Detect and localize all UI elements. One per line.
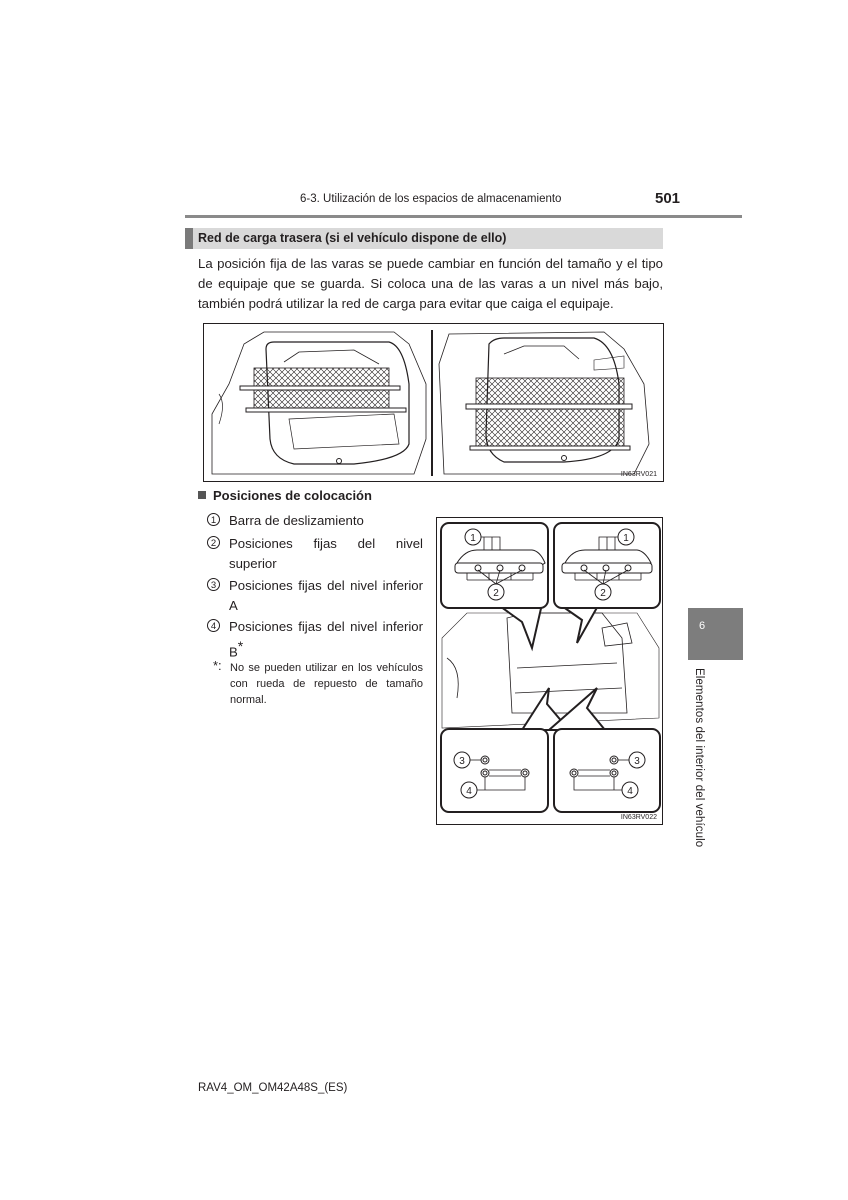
bullet-square-icon [198,491,206,499]
chapter-label: Elementos del interior del vehículo [693,668,705,848]
callout-2-right: 2 [600,588,606,599]
footnote-text: No se pueden utilizar en los vehículos con rueda de repuesto de tamaño normal. [230,662,423,706]
positions-illustration [437,518,663,825]
right-cargo-view [439,332,649,474]
callout-number: 2 [207,536,220,549]
footer-code: RAV4_OM_OM42A48S_(ES) [198,1082,348,1094]
callout-number: 1 [207,513,220,526]
callout-1-left: 1 [470,533,476,544]
callout-3-left: 3 [459,756,465,767]
left-cargo-view [212,332,426,474]
chapter-number: 6 [698,620,706,632]
cargo-net-illustration [204,324,664,482]
callout-1-right: 1 [623,533,629,544]
subsection-title: Posiciones de colocación [213,488,372,503]
section-marker [185,228,193,249]
section-title-bar [185,228,663,249]
intro-paragraph: La posición fija de las varas se puede cambiar en función del tamaño y el tipo de equipaje que se guarda. Si coloca una de las varas a un nivel más bajo, también podrá utilizar la red de carga para evitar que caiga el equipaje. [198,256,663,311]
footnote-mark: *: [213,658,222,673]
figure-code: IN63RV021 [620,471,657,478]
callout-4-right: 4 [627,786,633,797]
section-title: Red de carga trasera (si el vehículo dispone de ello) [198,231,507,245]
positions-figure [436,517,663,825]
list-item [207,534,423,574]
subsection-heading [198,488,372,503]
list-item-text: Posiciones fijas del nivel inferior A [229,578,423,613]
callout-4-left: 4 [466,786,472,797]
list-item-text-main: Posiciones fijas del nivel inferior B [229,619,423,659]
callout-2-left: 2 [493,588,499,599]
list-item-text: Posiciones fijas del nivel superior [229,536,423,571]
list-item [207,511,423,531]
callout-number: 4 [207,619,220,632]
header-rule [185,215,742,218]
list-item-text: Barra de deslizamiento [229,513,364,528]
cargo-net-figure [203,323,664,482]
page-number: 501 [655,190,681,207]
list-item [207,617,423,657]
footnote-star: * [237,637,244,654]
figure-code: IN63RV022 [620,814,657,821]
callout-number: 3 [207,578,220,591]
list-item-text [229,617,423,661]
running-header: 6-3. Utilización de los espacios de almacenamiento [300,193,562,205]
chapter-tab [688,608,743,660]
callout-3-right: 3 [634,756,640,767]
list-item [207,576,423,616]
